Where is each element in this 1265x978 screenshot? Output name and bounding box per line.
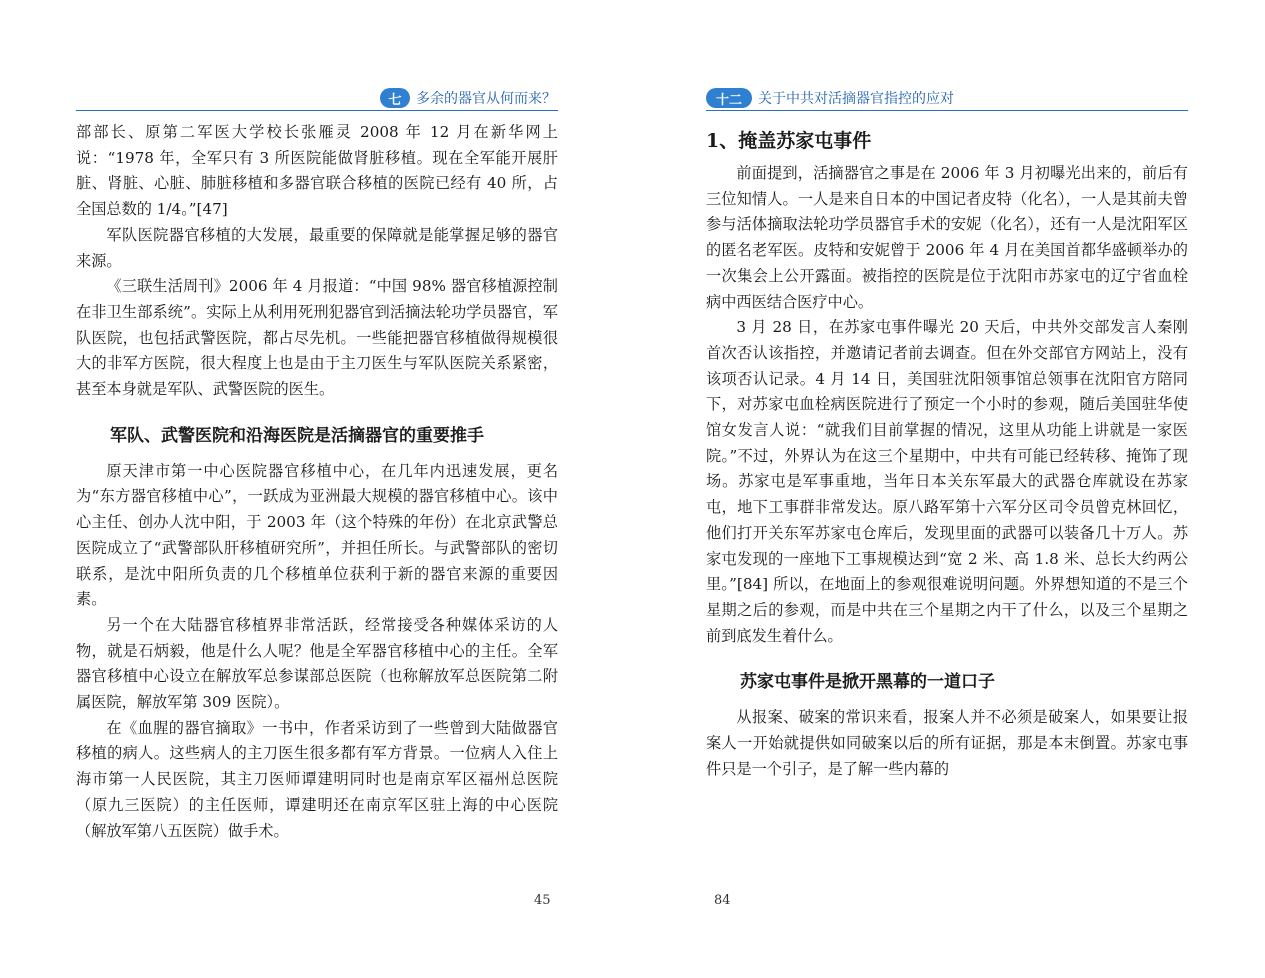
- chapter-badge: 七: [380, 88, 410, 108]
- left-page: [76, 0, 558, 978]
- section-heading: 1、掩盖苏家屯事件: [706, 130, 872, 152]
- paragraph: 另一个在大陆器官移植界非常活跃，经常接受各种媒体采访的人物，就是石炳毅，他是什么人呢？他是全军器官移植中心的主任。全军器官移植中心设立在解放军总参谋部总医院（也称解放军总医院第二附属医院，解放军第 309 医院）。: [76, 615, 558, 712]
- paragraph: 原天津市第一中心医院器官移植中心，在几年内迅速发展，更名为“东方器官移植中心”，一跃成为亚洲最大规模的器官移植中心。该中心主任、创办人沈中阳，于 2003 年（这个特殊的年份）在北京武警总医院成立了“武警部队肝移植研究所”，并担任所长。与武警部队的密切联系，是沈中阳所负责的几个移植单位获利于新的器官来源的重要因素。: [76, 461, 558, 609]
- paragraph: 从报案、破案的常识来看，报案人并不必须是破案人，如果要让报案人一开始就提供如同破案以后的所有证据，那是本末倒置。苏家屯事件只是一个引子，是了解一些内幕的: [706, 708, 1188, 778]
- chapter-title: 关于中共对活摘器官指控的应对: [758, 91, 954, 107]
- paragraph: 3 月 28 日，在苏家屯事件曝光 20 天后，中共外交部发言人秦刚首次否认该指控，并邀请记者前去调查。但在外交部官方网站上，没有该项否认记录。4 月 14 日，美国驻沈阳领事馆总领事在沈阳官方陪同下，对苏家屯血栓病医院进行了预定一个小时的参观，随后美国驻华使馆女发言人说：“就我们目前掌握的情况，这里从功能上讲就是一家医院。”不过，外界认为在这三个星期中，中共有可能已经转移、掩饰了现场。苏家屯是军事重地，当年日本关东军最大的武器仓库就设在苏家屯，地下工事群非常发达。原八路军第十六军分区司令员曾克林回忆，他们打开关东军苏家屯仓库后，发现里面的武器可以装备几十万人。苏家屯发现的一座地下工事规模达到“宽 2 米、高 1.8 米、总长大约两公里。”[84] 所以，在地面上的参观很难说明问题。外界想知道的不是三个星期之后的参观，而是中共在三个星期之内干了什么，以及三个星期之前到底发生着什么。: [706, 318, 1188, 645]
- right-page: [706, 0, 1188, 978]
- paragraph: 军队医院器官移植的大发展，最重要的保障就是能掌握足够的器官来源。: [76, 225, 558, 270]
- left-body-text: [76, 120, 558, 844]
- right-running-header: [706, 86, 1188, 111]
- paragraph: 《三联生活周刊》2006 年 4 月报道：“中国 98% 器官移植源控制在非卫生部系统”。实际上从利用死刑犯器官到活摘法轮功学员器官，军队医院，也包括武警医院，都占尽先机。一些能把器官移植做得规模很大的非军方医院，很大程度上也是由于主刀医生与军队医院关系紧密，甚至本身就是军队、武警医院的医生。: [76, 277, 558, 399]
- paragraph: 前面提到，活摘器官之事是在 2006 年 3 月初曝光出来的，前后有三位知情人。一人是来自日本的中国记者皮特（化名），一人是其前夫曾参与活体摘取法轮功学员器官手术的安妮（化名），还有一人是沈阳军区的匿名老军医。皮特和安妮曾于 2006 年 4 月在美国首都华盛顿举办的一次集会上公开露面。被指控的医院是位于沈阳市苏家屯的辽宁省血栓病中西医结合医疗中心。: [706, 164, 1188, 311]
- paragraph: 部部长、原第二军医大学校长张雁灵 2008 年 12 月在新华网上说：“1978 年，全军只有 3 所医院能做肾脏移植。现在全军能开展肝脏、肾脏、心脏、肺脏移植和多器官联合移植的医院已经有 40 所，占全国总数的 1/4。”[47]: [76, 123, 558, 219]
- section-title: 军队、武警医院和沿海医院是活摘器官的重要推手: [110, 425, 484, 446]
- page-number: 84: [714, 893, 731, 908]
- section-title: 苏家屯事件是掀开黑幕的一道口子: [740, 672, 995, 693]
- right-body-text: [706, 127, 1188, 782]
- chapter-title: 多余的器官从何而来？: [416, 91, 556, 107]
- chapter-badge: 十二: [706, 88, 752, 108]
- paragraph: 在《血腥的器官摘取》一书中，作者采访到了一些曾到大陆做器官移植的病人。这些病人的主刀医生很多都有军方背景。一位病人入住上海市第一人民医院，其主刀医师谭建明同时也是南京军区福州总医院（原九三医院）的主任医师，谭建明还在南京军区驻上海的中心医院（解放军第八五医院）做手术。: [76, 718, 558, 840]
- page-number: 45: [534, 893, 551, 908]
- left-running-header: [76, 86, 558, 111]
